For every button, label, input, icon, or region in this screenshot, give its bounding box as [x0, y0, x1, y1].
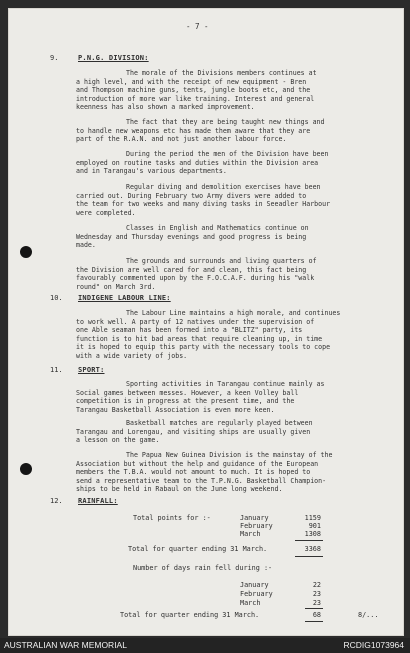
section-heading: INDIGENE LABOUR LINE: — [78, 294, 171, 302]
rainfall-value: 1308 — [304, 530, 321, 538]
text-line: were completed. — [76, 208, 136, 217]
punch-hole-upper — [20, 246, 32, 258]
rainfall-points-total-label: Total for quarter ending 31 March. — [128, 545, 268, 553]
text-line: carried out. During February two Army divers were added to — [76, 191, 307, 200]
text-line: and in Tarangau's various departments. — [76, 167, 227, 176]
footer-source: AUSTRALIAN WAR MEMORIAL — [4, 640, 127, 650]
paragraph — [76, 451, 382, 494]
rainfall-value: 23 — [312, 599, 321, 607]
text-line: ships to be held in Rabaul on the June long weekend. — [76, 485, 283, 494]
text-line: to work well. A party of 12 natives under the supervision of — [76, 317, 315, 326]
text-line: competition is in progress at the present time, and the — [76, 397, 295, 406]
text-line: Classes in English and Mathematics continue on — [126, 224, 309, 232]
text-line: round" on March 3rd. — [76, 282, 156, 291]
rainfall-month: February — [240, 522, 273, 530]
section-number: 9. — [50, 54, 59, 62]
total-rule — [295, 556, 323, 557]
rainfall-points-label: Total points for :- — [133, 514, 211, 522]
text-line: favourably commented upon by the F.O.C.A.F. during his "walk — [76, 274, 315, 283]
text-line: Tarangau and Lorengau, and visiting ships are usually given — [76, 427, 311, 436]
paragraph — [76, 118, 382, 144]
continuation-marker: 8/... — [358, 611, 379, 619]
paragraph — [76, 257, 382, 291]
rainfall-value: 22 — [312, 581, 321, 589]
text-line: employed on routine tasks and duties within the Division area — [76, 158, 319, 167]
text-line: Basketball matches are regularly played between — [126, 419, 313, 427]
rainfall-month: February — [240, 590, 273, 598]
text-line: The grounds and surrounds and living quarters of — [126, 257, 317, 265]
text-line: Regular diving and demolition exercises have been — [126, 183, 321, 191]
total-rule — [305, 621, 323, 622]
text-line: one Able seaman has been formed into a "BLITZ" party, its — [76, 326, 303, 335]
section-heading: P.N.G. DIVISION: — [78, 54, 149, 62]
text-line: and Thompson machine guns, tents, jungle boots etc, and the — [76, 86, 311, 95]
text-line: a lesson on the game. — [76, 436, 160, 445]
text-line: it is hoped to equip this party with the necessary tools to cope — [76, 343, 331, 352]
archive-footer — [0, 638, 410, 653]
section-number: 10. — [50, 294, 63, 302]
paragraph — [76, 150, 382, 176]
text-line: function is to hit bad areas that require cleaning up, in time — [76, 334, 323, 343]
rainfall-month: January — [240, 581, 269, 589]
rainfall-month: March — [240, 530, 261, 538]
section-number: 11. — [50, 366, 63, 374]
text-line: a high level, and with the receipt of new equipment - Bren — [76, 77, 307, 86]
sum-rule — [295, 540, 323, 541]
section-heading: SPORT: — [78, 366, 105, 374]
paragraph — [76, 419, 382, 445]
rainfall-days-label: Number of days rain fell during :- — [133, 564, 273, 572]
rainfall-month: January — [240, 514, 269, 522]
page-number: - 7 - — [186, 22, 209, 31]
text-line: the Division are well cared for and clean, this fact being — [76, 265, 307, 274]
text-line: part of the R.A.N. and not just another labour force. — [76, 135, 287, 144]
text-line: send a representative team to the T.P.N.G. Basketball Champion- — [76, 476, 327, 485]
text-line: to handle new weapons etc has made them aware that they are — [76, 126, 311, 135]
text-line: The fact that they are being taught new things and — [126, 118, 325, 126]
paragraph — [76, 309, 382, 361]
section-heading: RAINFALL: — [78, 497, 118, 505]
rainfall-days-total: 68 — [312, 611, 321, 619]
sum-rule — [305, 608, 323, 609]
text-line: keenness has also shown a marked improvement. — [76, 103, 255, 112]
rainfall-value: 901 — [308, 522, 321, 530]
text-line: made. — [76, 241, 96, 250]
text-line: Social games between messes. However, a keen Volley ball — [76, 388, 299, 397]
text-line: During the period the men of the Division have been — [126, 150, 329, 158]
text-line: the team for two weeks and many diving tasks in Seeadler Harbour — [76, 200, 331, 209]
text-line: The morale of the Divisions members continues at — [126, 69, 317, 77]
text-line: The Papua New Guinea Division is the mainstay of the — [126, 451, 333, 459]
paragraph — [76, 380, 382, 414]
text-line: Sporting activities in Tarangau continue mainly as — [126, 380, 325, 388]
rainfall-days-total-label: Total for quarter ending 31 March. — [120, 611, 260, 619]
text-line: Wednesday and Thursday evenings and good progress is being — [76, 232, 307, 241]
text-line: Association but without the help and guidance of the European — [76, 459, 319, 468]
rainfall-value: 23 — [312, 590, 321, 598]
rainfall-points-total: 3368 — [304, 545, 321, 553]
text-line: Tarangau Basketball Association is even more keen. — [76, 405, 275, 414]
rainfall-value: 1159 — [304, 514, 321, 522]
text-line: members the T.B.A. would not amount to much. It is hoped to — [76, 468, 311, 477]
text-line: introduction of more war like training. Interest and general — [76, 94, 315, 103]
punch-hole-lower — [20, 463, 32, 475]
text-line: The Labour Line maintains a high morale, and continues — [126, 309, 341, 317]
section-number: 12. — [50, 497, 63, 505]
paragraph — [76, 69, 382, 112]
text-line: with a wide variety of jobs. — [76, 351, 188, 360]
rainfall-month: March — [240, 599, 261, 607]
footer-record-id: RCDIG1073964 — [343, 640, 404, 650]
paragraph — [76, 183, 382, 217]
paragraph — [76, 224, 382, 250]
